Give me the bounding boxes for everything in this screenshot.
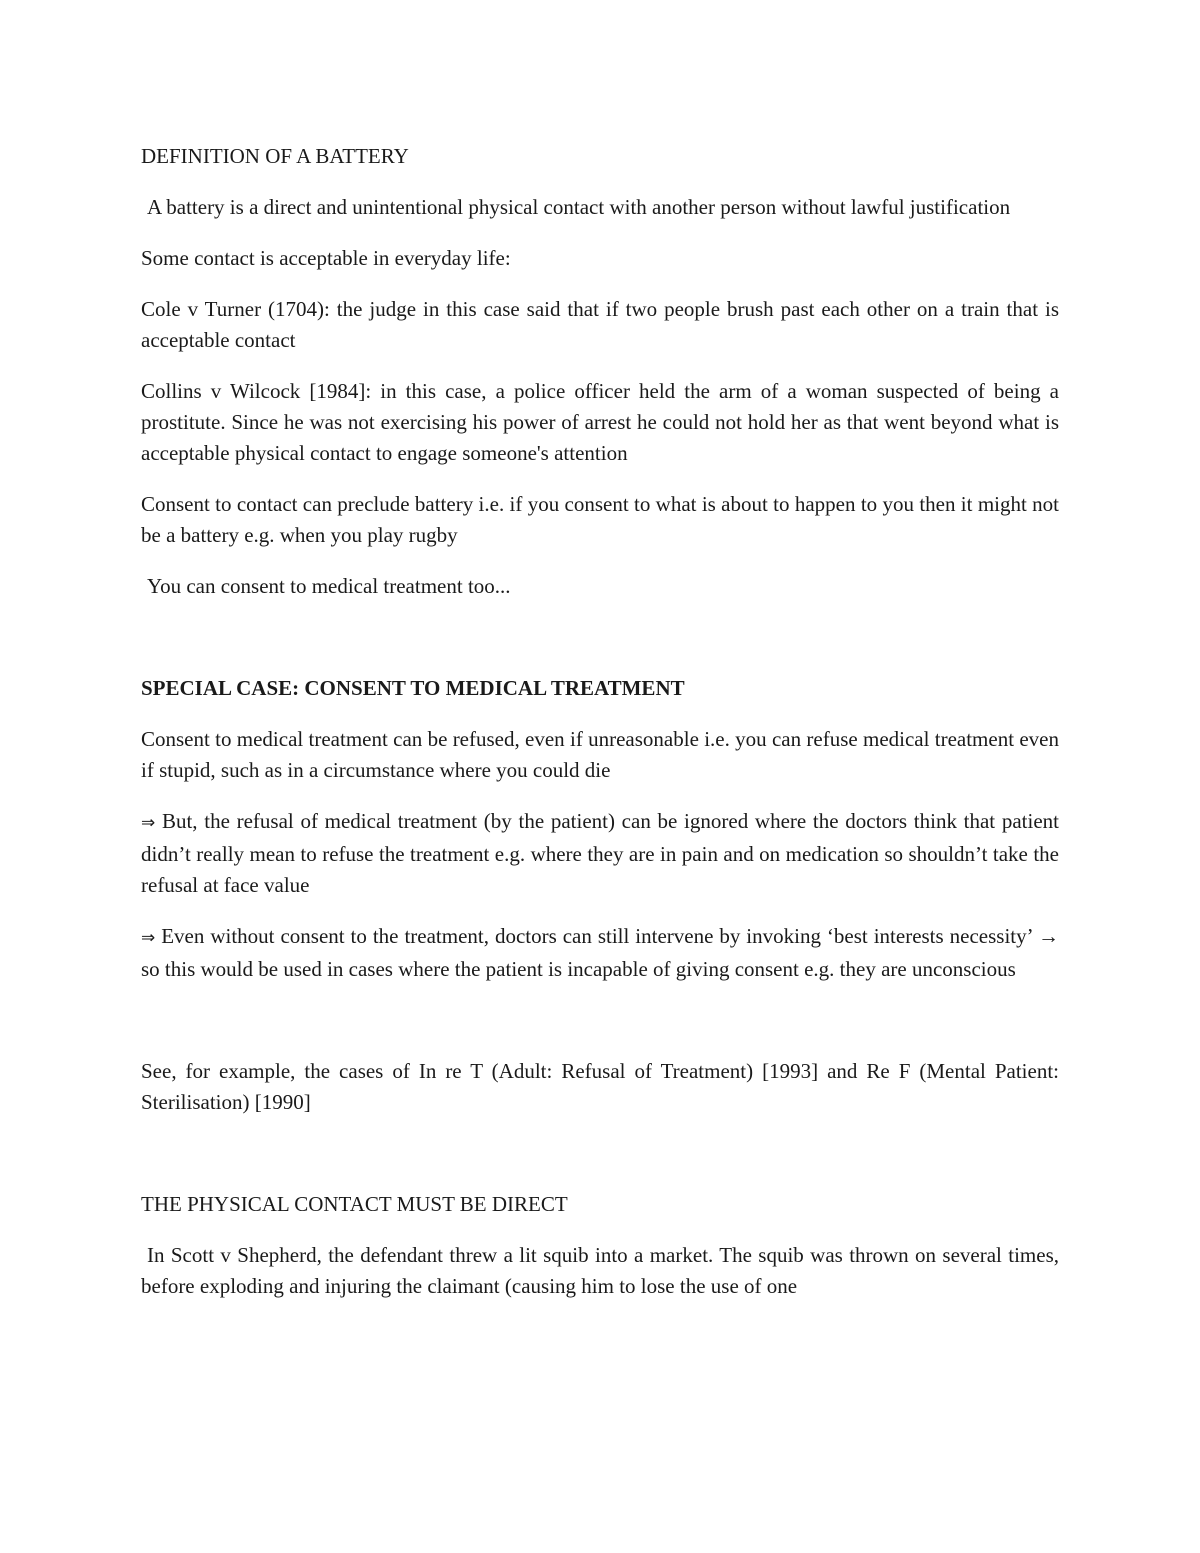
paragraph-refusal-ignored-text: But, the refusal of medical treatment (by the patient) can be ignored where the doctors think that patient didn’t really mean to refuse the treatment e.g. where they are in pain and on medication so shouldn’t take the refusal at face value <box>141 809 1059 897</box>
paragraph-example-cases: See, for example, the cases of In re T (Adult: Refusal of Treatment) [1993] and Re F (Mental Patient: Sterilisation) [1990] <box>141 1059 1059 1114</box>
heading-physical-contact-direct: THE PHYSICAL CONTACT MUST BE DIRECT <box>141 1192 568 1216</box>
paragraph-best-interests-text: Even without consent to the treatment, doctors can still intervene by invoking ‘best interests necessity’ → so this would be used in cases where the patient is incapable of giving consent e.g. they are unconscious <box>141 924 1060 981</box>
paragraph-medical-teaser: You can consent to medical treatment too... <box>147 574 511 598</box>
document-body <box>141 141 1059 1322</box>
heading-special-case: SPECIAL CASE: CONSENT TO MEDICAL TREATMENT <box>141 676 685 700</box>
paragraph-collins-v-wilcock: Collins v Wilcock [1984]: in this case, a police officer held the arm of a woman suspected of being a prostitute. Since he was not exercising his power of arrest he could not hold her as that went beyond what is acceptable physical contact to engage someone's attention <box>141 379 1059 465</box>
paragraph-consent-to-contact: Consent to contact can preclude battery i.e. if you consent to what is about to happen to you then it might not be a battery e.g. when you play rugby <box>141 492 1059 547</box>
paragraph-cole-v-turner: Cole v Turner (1704): the judge in this case said that if two people brush past each other on a train that is acceptable contact <box>141 297 1059 352</box>
heading-definition-of-battery: DEFINITION OF A BATTERY <box>141 144 409 168</box>
paragraph-scott-v-shepherd: In Scott v Shepherd, the defendant threw a lit squib into a market. The squib was thrown on several times, before exploding and injuring the claimant (causing him to lose the use of one <box>141 1243 1059 1298</box>
paragraph-refusal: Consent to medical treatment can be refused, even if unreasonable i.e. you can refuse medical treatment even if stupid, such as in a circumstance where you could die <box>141 727 1059 782</box>
spacer <box>141 1138 1059 1189</box>
implies-arrow-icon: ⇒ <box>141 813 156 833</box>
paragraph-refusal-ignored <box>141 806 1059 901</box>
paragraph-everyday-intro: Some contact is acceptable in everyday life: <box>141 246 511 270</box>
paragraph-best-interests <box>141 921 1059 985</box>
spacer <box>141 622 1059 673</box>
spacer <box>141 1005 1059 1056</box>
paragraph-definition: A battery is a direct and unintentional physical contact with another person without lawful justification <box>147 195 1011 219</box>
implies-arrow-icon: ⇒ <box>141 928 156 948</box>
